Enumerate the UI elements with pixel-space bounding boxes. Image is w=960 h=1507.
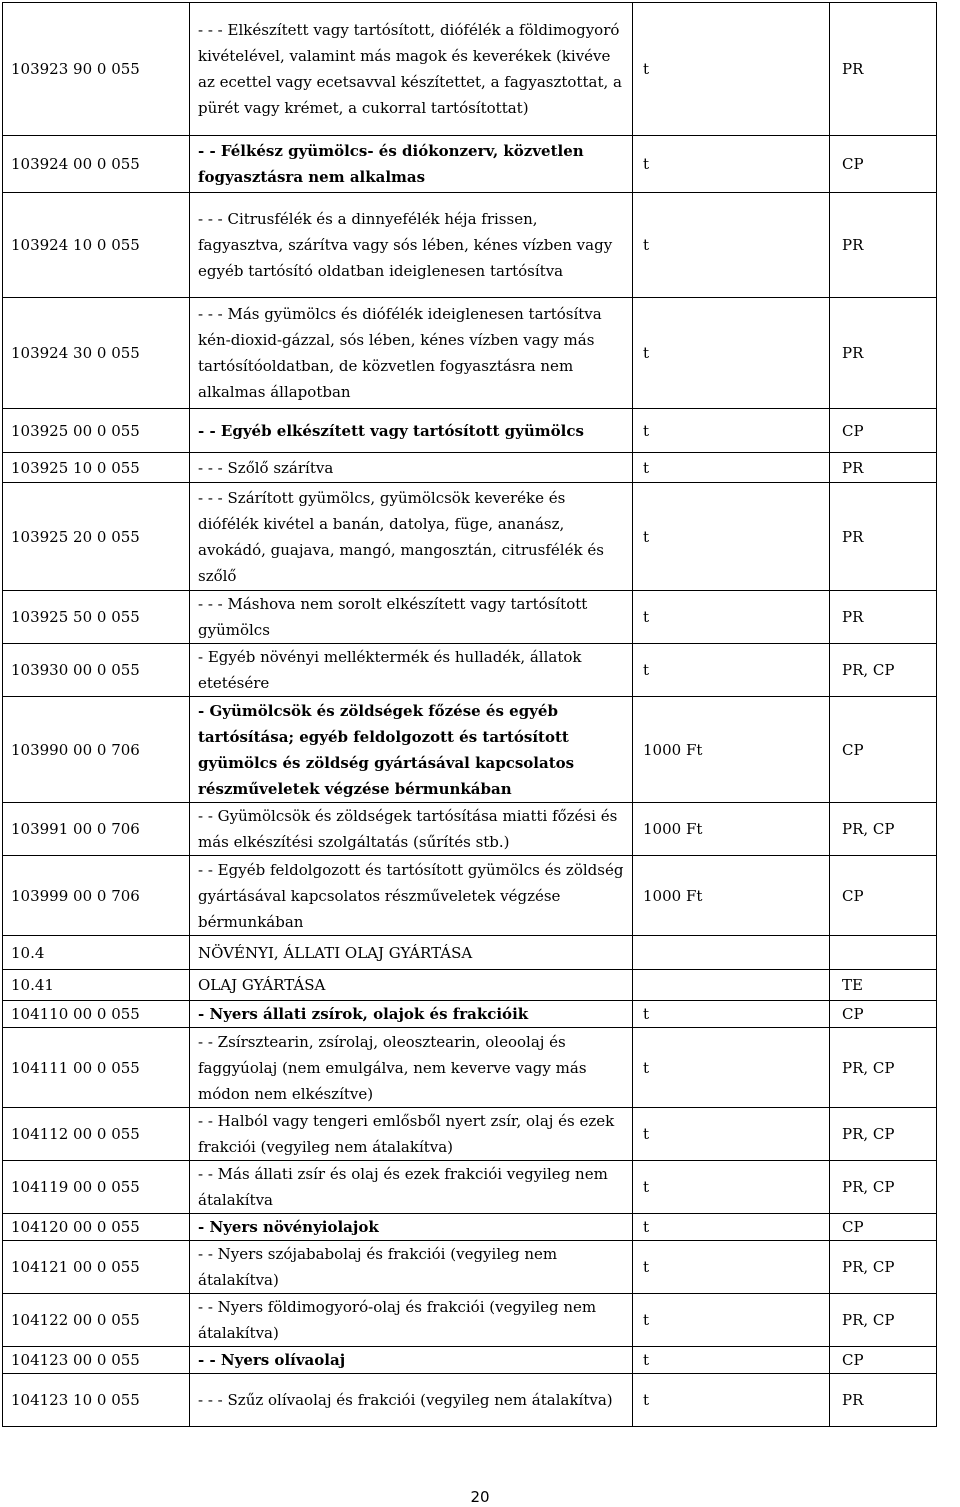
code-cell: 103990 00 0 706 <box>3 697 190 803</box>
code-cell: 104110 00 0 055 <box>3 1001 190 1028</box>
description-cell: - - - Szűz olívaolaj és frakciói (vegyileg nem átalakítva) <box>190 1374 633 1427</box>
code-cell: 104121 00 0 055 <box>3 1241 190 1294</box>
code-cell: 103924 10 0 055 <box>3 193 190 298</box>
unit-cell: t <box>633 1241 830 1294</box>
stat-cell: CP <box>830 697 937 803</box>
description-cell: - - Halból vagy tengeri emlősből nyert zsír, olaj és ezek frakciói (vegyileg nem átalakítva) <box>190 1108 633 1161</box>
unit-cell: t <box>633 1347 830 1374</box>
description-cell: - - - Más gyümölcs és diófélék ideiglenesen tartósítva kén-dioxid-gázzal, sós lében, kénes vízben vagy más tartósítóoldatban, de közvetlen fogyasztásra nem alkalmas állapotban <box>190 298 633 409</box>
code-cell: 103925 10 0 055 <box>3 453 190 483</box>
description-cell: - - - Citrusfélék és a dinnyefélék héja frissen, fagyasztva, szárítva vagy sós lében, kénes vízben vagy egyéb tartósító oldatban ideiglenesen tartósítva <box>190 193 633 298</box>
table-row <box>3 483 937 591</box>
unit-cell: t <box>633 1161 830 1214</box>
unit-cell: t <box>633 409 830 453</box>
table-row <box>3 453 937 483</box>
table-row <box>3 856 937 936</box>
stat-cell: CP <box>830 1214 937 1241</box>
code-cell: 104123 00 0 055 <box>3 1347 190 1374</box>
code-cell: 104120 00 0 055 <box>3 1214 190 1241</box>
stat-cell: PR, CP <box>830 1294 937 1347</box>
unit-cell: t <box>633 1108 830 1161</box>
code-cell: 104119 00 0 055 <box>3 1161 190 1214</box>
table-row <box>3 1001 937 1028</box>
description-cell: - Egyéb növényi melléktermék és hulladék, állatok etetésére <box>190 644 633 697</box>
stat-cell: PR <box>830 591 937 644</box>
stat-cell: PR <box>830 193 937 298</box>
unit-cell: t <box>633 1001 830 1028</box>
description-cell: - - Más állati zsír és olaj és ezek frakciói vegyileg nem átalakítva <box>190 1161 633 1214</box>
table-row <box>3 803 937 856</box>
table-row <box>3 1161 937 1214</box>
description-cell: - - - Elkészített vagy tartósított, diófélék a földimogyoró kivételével, valamint más magok és keverékek (kivéve az ecettel vagy ecetsavval készítettet, a fagyasztottat, a pürét vagy krémet, a cukorral tartósítottat) <box>190 3 633 136</box>
stat-cell: PR, CP <box>830 1108 937 1161</box>
page-number: 20 <box>470 1488 490 1506</box>
table-row <box>3 193 937 298</box>
table-row <box>3 1108 937 1161</box>
code-cell: 103999 00 0 706 <box>3 856 190 936</box>
code-cell: 104112 00 0 055 <box>3 1108 190 1161</box>
code-cell: 104123 10 0 055 <box>3 1374 190 1427</box>
table-row <box>3 644 937 697</box>
unit-cell: t <box>633 1374 830 1427</box>
table-row <box>3 936 937 970</box>
stat-cell <box>830 936 937 970</box>
unit-cell <box>633 936 830 970</box>
code-cell: 103930 00 0 055 <box>3 644 190 697</box>
stat-cell: PR, CP <box>830 803 937 856</box>
table-row <box>3 1374 937 1427</box>
stat-cell: CP <box>830 1347 937 1374</box>
code-cell: 103923 90 0 055 <box>3 3 190 136</box>
table-row <box>3 1294 937 1347</box>
stat-cell: PR, CP <box>830 1161 937 1214</box>
stat-cell: CP <box>830 856 937 936</box>
classification-table <box>2 2 937 1427</box>
description-cell: - - Nyers szójababolaj és frakciói (vegyileg nem átalakítva) <box>190 1241 633 1294</box>
stat-cell: CP <box>830 1001 937 1028</box>
description-cell: - - Nyers olívaolaj <box>190 1347 633 1374</box>
stat-cell: PR <box>830 298 937 409</box>
stat-cell: CP <box>830 136 937 193</box>
table-row <box>3 298 937 409</box>
stat-cell: PR, CP <box>830 1241 937 1294</box>
unit-cell: t <box>633 453 830 483</box>
table-row <box>3 136 937 193</box>
code-cell: 103924 00 0 055 <box>3 136 190 193</box>
table-row <box>3 591 937 644</box>
description-cell: NÖVÉNYI, ÁLLATI OLAJ GYÁRTÁSA <box>190 936 633 970</box>
unit-cell: t <box>633 193 830 298</box>
stat-cell: TE <box>830 970 937 1001</box>
code-cell: 103991 00 0 706 <box>3 803 190 856</box>
table-row <box>3 1214 937 1241</box>
description-cell: - Nyers növényiolajok <box>190 1214 633 1241</box>
stat-cell: PR <box>830 3 937 136</box>
table-row <box>3 409 937 453</box>
table-body <box>3 3 937 1427</box>
description-cell: - Nyers állati zsírok, olajok és frakcióik <box>190 1001 633 1028</box>
unit-cell: t <box>633 3 830 136</box>
code-cell: 103925 50 0 055 <box>3 591 190 644</box>
description-cell: - - Félkész gyümölcs- és diókonzerv, közvetlen fogyasztásra nem alkalmas <box>190 136 633 193</box>
stat-cell: PR, CP <box>830 1028 937 1108</box>
unit-cell: 1000 Ft <box>633 856 830 936</box>
code-cell: 104122 00 0 055 <box>3 1294 190 1347</box>
description-cell: - - - Szárított gyümölcs, gyümölcsök keveréke és diófélék kivétel a banán, datolya, füge, ananász, avokádó, guajava, mangó, mangosztán, citrusfélék és szőlő <box>190 483 633 591</box>
table-row <box>3 3 937 136</box>
description-cell: - - Nyers földimogyoró-olaj és frakciói (vegyileg nem átalakítva) <box>190 1294 633 1347</box>
code-cell: 10.4 <box>3 936 190 970</box>
unit-cell: t <box>633 298 830 409</box>
table-row <box>3 970 937 1001</box>
code-cell: 104111 00 0 055 <box>3 1028 190 1108</box>
description-cell: - Gyümölcsök és zöldségek főzése és egyéb tartósítása; egyéb feldolgozott és tartósított gyümölcs és zöldség gyártásával kapcsolatos részműveletek végzése bérmunkában <box>190 697 633 803</box>
stat-cell: PR <box>830 483 937 591</box>
description-cell: - - - Szőlő szárítva <box>190 453 633 483</box>
unit-cell: t <box>633 483 830 591</box>
unit-cell: t <box>633 1214 830 1241</box>
unit-cell: t <box>633 644 830 697</box>
table-row <box>3 1347 937 1374</box>
stat-cell: CP <box>830 409 937 453</box>
unit-cell <box>633 970 830 1001</box>
unit-cell: 1000 Ft <box>633 697 830 803</box>
description-cell: - - Zsírsztearin, zsírolaj, oleosztearin, oleoolaj és faggyúolaj (nem emulgálva, nem keverve vagy más módon nem elkészítve) <box>190 1028 633 1108</box>
description-cell: - - Gyümölcsök és zöldségek tartósítása miatti főzési és más elkészítési szolgáltatás (sűrítés stb.) <box>190 803 633 856</box>
code-cell: 103925 20 0 055 <box>3 483 190 591</box>
stat-cell: PR <box>830 453 937 483</box>
table-row <box>3 1241 937 1294</box>
unit-cell: t <box>633 1028 830 1108</box>
stat-cell: PR, CP <box>830 644 937 697</box>
description-cell: - - Egyéb elkészített vagy tartósított gyümölcs <box>190 409 633 453</box>
code-cell: 103925 00 0 055 <box>3 409 190 453</box>
unit-cell: t <box>633 591 830 644</box>
description-cell: OLAJ GYÁRTÁSA <box>190 970 633 1001</box>
code-cell: 10.41 <box>3 970 190 1001</box>
stat-cell: PR <box>830 1374 937 1427</box>
table-row <box>3 1028 937 1108</box>
description-cell: - - - Máshova nem sorolt elkészített vagy tartósított gyümölcs <box>190 591 633 644</box>
unit-cell: t <box>633 1294 830 1347</box>
unit-cell: t <box>633 136 830 193</box>
unit-cell: 1000 Ft <box>633 803 830 856</box>
table-row <box>3 697 937 803</box>
description-cell: - - Egyéb feldolgozott és tartósított gyümölcs és zöldség gyártásával kapcsolatos részműveletek végzése bérmunkában <box>190 856 633 936</box>
code-cell: 103924 30 0 055 <box>3 298 190 409</box>
